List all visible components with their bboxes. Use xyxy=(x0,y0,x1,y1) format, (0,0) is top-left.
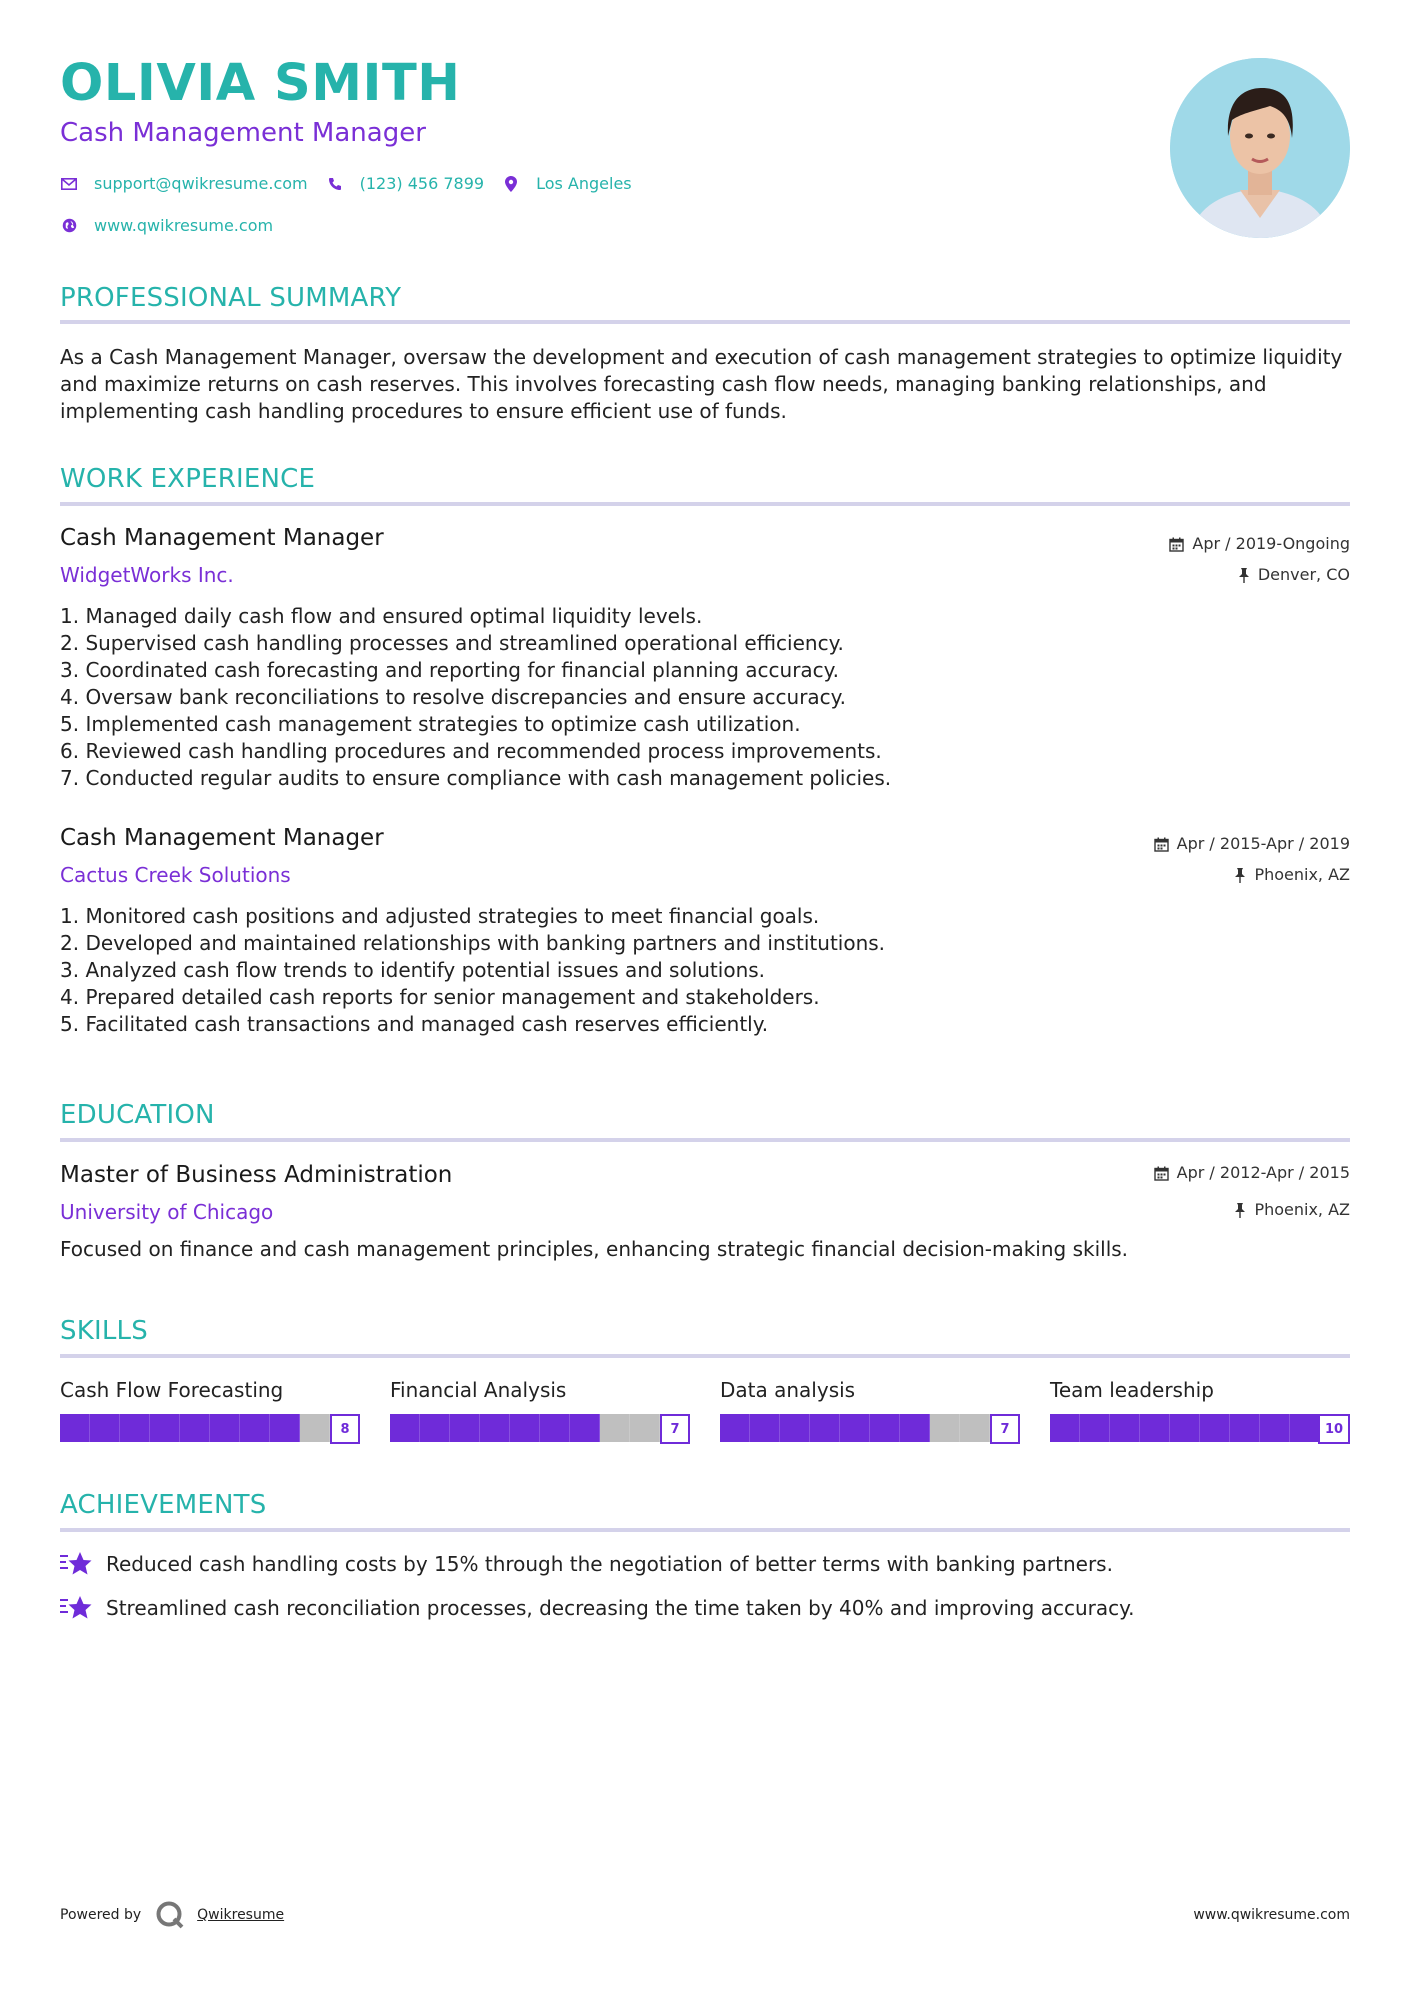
skill-level-bar xyxy=(1050,1414,1350,1442)
skill-bar-segment xyxy=(540,1414,570,1442)
phone-text[interactable]: (123) 456 7899 xyxy=(359,174,485,193)
education-dates xyxy=(1154,1165,1350,1181)
education-heading: EDUCATION xyxy=(60,1100,215,1130)
skill-bar-segment xyxy=(240,1414,270,1442)
list-item: 2. Developed and maintained relationships with banking partners and institutions. xyxy=(60,931,886,955)
skill-bar-segment xyxy=(1050,1414,1080,1442)
list-item: 5. Implemented cash management strategies to optimize cash utilization. xyxy=(60,712,801,736)
skill-bar-segment xyxy=(930,1414,960,1442)
education-degree: Master of Business Administration xyxy=(60,1162,453,1188)
skill-bar-segment xyxy=(750,1414,780,1442)
job-1-title: Cash Management Manager xyxy=(60,525,384,551)
profile-photo xyxy=(1170,58,1350,238)
education-location-text: Phoenix, AZ xyxy=(1254,1200,1350,1219)
summary-divider xyxy=(60,320,1350,324)
skill-bar-segment xyxy=(120,1414,150,1442)
achievement-item xyxy=(60,1594,1134,1622)
skill-bar-segment xyxy=(60,1414,90,1442)
summary-heading: PROFESSIONAL SUMMARY xyxy=(60,283,402,313)
experience-divider xyxy=(60,502,1350,506)
job-1-company: WidgetWorks Inc. xyxy=(60,563,234,587)
pin-icon xyxy=(1234,868,1246,883)
skill-bar-segment xyxy=(720,1414,750,1442)
list-item: 4. Oversaw bank reconciliations to resolve discrepancies and ensure accuracy. xyxy=(60,685,847,709)
skill-bar-segment xyxy=(510,1414,540,1442)
footer-powered-by xyxy=(60,1900,284,1930)
footer-site[interactable]: www.qwikresume.com xyxy=(1193,1907,1350,1923)
contact-row-1 xyxy=(60,174,650,193)
skill-bar-segment xyxy=(450,1414,480,1442)
skill-name: Data analysis xyxy=(720,1378,856,1402)
skill-bar-segment xyxy=(600,1414,630,1442)
list-item: 3. Analyzed cash flow trends to identify potential issues and solutions. xyxy=(60,958,766,982)
skill-bar-segment xyxy=(1230,1414,1260,1442)
globe-icon xyxy=(60,217,78,235)
calendar-icon xyxy=(1169,537,1184,552)
skill-bar-segment xyxy=(840,1414,870,1442)
skill-bar-segment xyxy=(1170,1414,1200,1442)
pin-icon xyxy=(1238,568,1250,583)
list-item: 3. Coordinated cash forecasting and reporting for financial planning accuracy. xyxy=(60,658,840,682)
skill-bar-segment xyxy=(900,1414,930,1442)
skill-bar-segment xyxy=(390,1414,420,1442)
achievement-text: Streamlined cash reconciliation processes, decreasing the time taken by 40% and improving accuracy. xyxy=(106,1596,1135,1620)
powered-by-label: Powered by xyxy=(60,1907,142,1923)
skill-bar-segment xyxy=(630,1414,660,1442)
candidate-title: Cash Management Manager xyxy=(60,118,426,148)
location-text: Los Angeles xyxy=(536,174,632,193)
skill-bar-segment xyxy=(480,1414,510,1442)
job-1-location-text: Denver, CO xyxy=(1257,565,1350,584)
job-2-company: Cactus Creek Solutions xyxy=(60,863,291,887)
skill-bar-segment xyxy=(1080,1414,1110,1442)
list-item: 2. Supervised cash handling processes and streamlined operational efficiency. xyxy=(60,631,844,655)
star-icon xyxy=(60,1594,92,1622)
skill-bar-segment xyxy=(960,1414,990,1442)
achievements-divider xyxy=(60,1528,1350,1532)
education-school: University of Chicago xyxy=(60,1200,274,1224)
skill-name: Cash Flow Forecasting xyxy=(60,1378,284,1402)
skill-bar-segment xyxy=(180,1414,210,1442)
skill-score: 10 xyxy=(1318,1414,1350,1444)
calendar-icon xyxy=(1154,1166,1169,1181)
pin-icon xyxy=(1234,1203,1246,1218)
job-1-bullets xyxy=(60,603,891,792)
skill-score: 7 xyxy=(990,1414,1020,1444)
skill-bar-segment xyxy=(1200,1414,1230,1442)
list-item: 5. Facilitated cash transactions and managed cash reserves efficiently. xyxy=(60,1012,769,1036)
qwikresume-logo-icon xyxy=(155,1900,185,1930)
job-1-dates xyxy=(1169,536,1350,552)
skill-name: Team leadership xyxy=(1050,1378,1214,1402)
qwikresume-link[interactable]: Qwikresume xyxy=(197,1907,285,1923)
skill-bar-segment xyxy=(1110,1414,1140,1442)
skill-bar-segment xyxy=(1260,1414,1290,1442)
email-link[interactable]: support@qwikresume.com xyxy=(94,174,308,193)
skill-item xyxy=(60,1380,360,1442)
skill-score: 7 xyxy=(660,1414,690,1444)
skill-bar-segment xyxy=(420,1414,450,1442)
skill-score: 8 xyxy=(330,1414,360,1444)
skill-item xyxy=(1050,1380,1350,1442)
job-2-dates-text: Apr / 2015-Apr / 2019 xyxy=(1176,834,1350,853)
skill-bar-segment xyxy=(150,1414,180,1442)
education-location xyxy=(1234,1202,1350,1218)
skill-bar-segment xyxy=(780,1414,810,1442)
job-1-location xyxy=(1238,567,1350,583)
skill-level-bar xyxy=(60,1414,360,1442)
email-icon xyxy=(60,175,78,193)
skill-bar-segment xyxy=(210,1414,240,1442)
skill-item xyxy=(720,1380,1020,1442)
job-2-title: Cash Management Manager xyxy=(60,825,384,851)
contact-row-2 xyxy=(60,216,291,235)
skill-item xyxy=(390,1380,690,1442)
skill-bar-segment xyxy=(90,1414,120,1442)
achievements-heading: ACHIEVEMENTS xyxy=(60,1490,267,1520)
skill-bar-segment xyxy=(870,1414,900,1442)
skills-heading: SKILLS xyxy=(60,1316,148,1346)
star-icon xyxy=(60,1550,92,1578)
list-item: 1. Managed daily cash flow and ensured optimal liquidity levels. xyxy=(60,604,703,628)
education-divider xyxy=(60,1138,1350,1142)
summary-text: As a Cash Management Manager, oversaw the development and execution of cash management strategies to optimize liquidity and maximize returns on cash reserves. This involves forecasting cash flow needs, managing banking relationships, and implementing cash handling procedures to ensure efficient use of funds. xyxy=(60,345,1343,423)
skill-bar-segment xyxy=(270,1414,300,1442)
education-description: Focused on finance and cash management principles, enhancing strategic financial decision-making skills. xyxy=(60,1237,1129,1261)
skill-bar-segment xyxy=(570,1414,600,1442)
phone-icon xyxy=(326,175,344,193)
list-item: 4. Prepared detailed cash reports for senior management and stakeholders. xyxy=(60,985,820,1009)
skill-level-bar xyxy=(720,1414,1020,1442)
job-2-dates xyxy=(1154,836,1350,852)
skills-divider xyxy=(60,1354,1350,1358)
skill-bar-segment xyxy=(810,1414,840,1442)
calendar-icon xyxy=(1154,837,1169,852)
skill-name: Financial Analysis xyxy=(390,1378,567,1402)
achievement-item xyxy=(60,1550,1113,1578)
job-2-location xyxy=(1234,867,1350,883)
skill-bar-segment xyxy=(300,1414,330,1442)
list-item: 1. Monitored cash positions and adjusted strategies to meet financial goals. xyxy=(60,904,820,928)
resume-page xyxy=(60,0,1350,1990)
job-1-dates-text: Apr / 2019-Ongoing xyxy=(1192,534,1350,553)
education-dates-text: Apr / 2012-Apr / 2015 xyxy=(1176,1163,1350,1182)
skill-bar-segment xyxy=(1290,1414,1320,1442)
experience-heading: WORK EXPERIENCE xyxy=(60,464,316,494)
list-item: 6. Reviewed cash handling procedures and recommended process improvements. xyxy=(60,739,882,763)
list-item: 7. Conducted regular audits to ensure compliance with cash management policies. xyxy=(60,766,892,790)
candidate-name: OLIVIA SMITH xyxy=(60,54,461,113)
location-pin-icon xyxy=(502,175,520,193)
skill-bar-segment xyxy=(1140,1414,1170,1442)
skill-level-bar xyxy=(390,1414,690,1442)
achievement-text: Reduced cash handling costs by 15% through the negotiation of better terms with banking partners. xyxy=(106,1552,1113,1576)
job-2-bullets xyxy=(60,903,885,1038)
job-2-location-text: Phoenix, AZ xyxy=(1254,865,1350,884)
website-link[interactable]: www.qwikresume.com xyxy=(94,216,274,235)
